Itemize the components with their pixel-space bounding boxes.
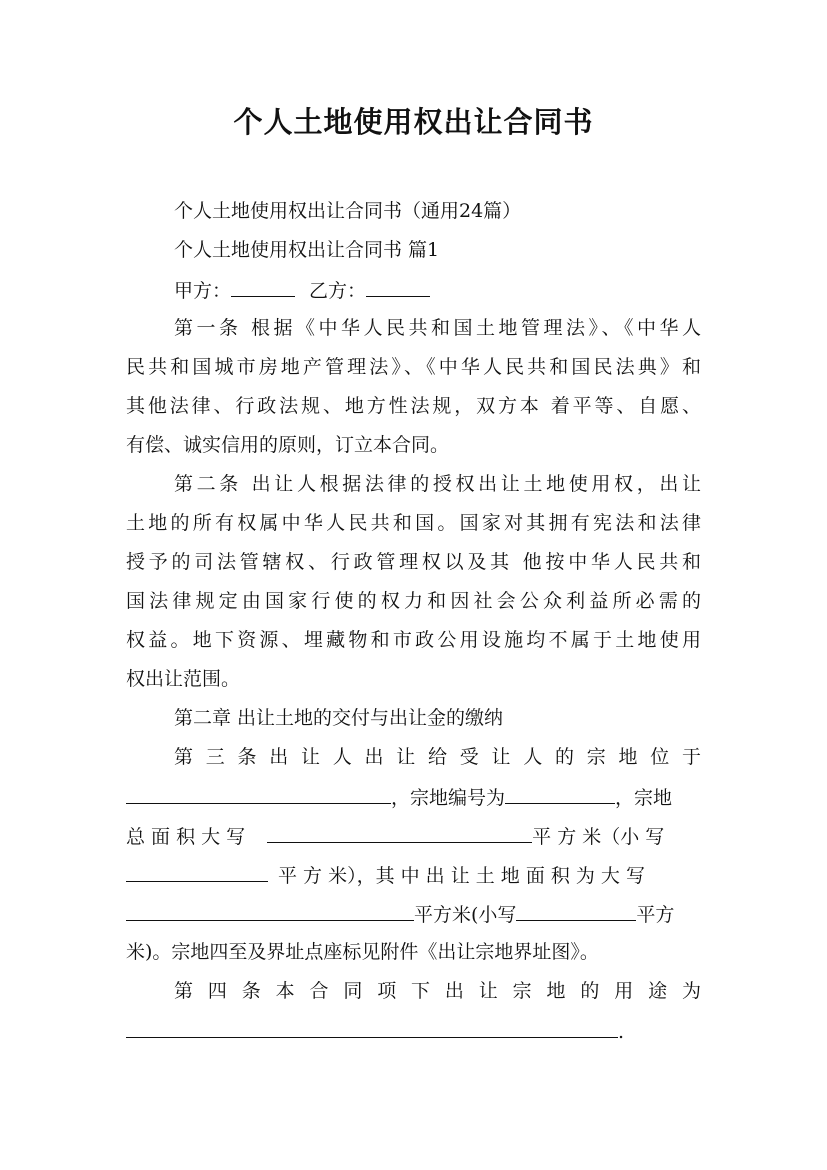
party-b-label: 乙方： bbox=[309, 280, 367, 302]
article1-line: 民共和国城市房地产管理法》、《中华人民共和国民法典》和 bbox=[126, 356, 701, 378]
article3-line: 米)。宗地四至及界址点座标见附件《出让宗地界址图》。 bbox=[126, 941, 599, 963]
article1-line: 有偿、诚实信用的原则，订立本合同。 bbox=[126, 434, 450, 456]
article3-line: 总 面 积 大 写 平 方 米（小 写 bbox=[126, 820, 664, 850]
article3-line: 平方米(小写 平方 bbox=[126, 898, 674, 928]
parcel-number-blank bbox=[505, 781, 615, 804]
intro-line: 个人土地使用权出让合同书 篇1 bbox=[174, 239, 440, 261]
party-b-blank bbox=[366, 274, 430, 297]
article2-line: 权益。地下资源、埋藏物和市政公用设施均不属于土地使用 bbox=[126, 629, 701, 651]
location-blank bbox=[126, 781, 391, 804]
party-a-blank bbox=[231, 274, 295, 297]
article2-line: 第二条 出让人根据法律的授权出让土地使用权，出让 bbox=[174, 473, 701, 495]
article1-line: 第一条 根据《中华人民共和国土地管理法》、《中华人 bbox=[174, 317, 701, 339]
article4-line: . bbox=[126, 1015, 624, 1045]
article2-line: 土地的所有权属中华人民共和国。国家对其拥有宪法和法律 bbox=[126, 512, 701, 534]
chapter-heading: 第二章 出让土地的交付与出让金的缴纳 bbox=[174, 707, 504, 729]
total-area-figures-blank bbox=[126, 859, 268, 882]
article3-line: 平 方 米），其 中 出 让 土 地 面 积 为 大 写 bbox=[126, 859, 645, 889]
article1-line: 其他法律、行政法规、地方性法规，双方本 着平等、自愿、 bbox=[126, 395, 701, 417]
article2-line: 国法律规定由国家行使的权力和因社会公众利益所必需的 bbox=[126, 590, 701, 612]
transfer-area-figures-blank bbox=[516, 898, 636, 921]
land-use-blank bbox=[126, 1015, 618, 1038]
article2-line: 授予的司法管辖权、行政管理权以及其 他按中华人民共和 bbox=[126, 551, 701, 573]
intro-line: 个人土地使用权出让合同书（通用24篇） bbox=[174, 200, 522, 222]
party-a-label: 甲方： bbox=[174, 280, 232, 302]
article4-line: 第 四 条 本 合 同 项 下 出 让 宗 地 的 用 途 为 bbox=[174, 980, 701, 1002]
parties-line bbox=[174, 274, 430, 304]
article3-line: ，宗地编号为 ，宗地 bbox=[126, 781, 672, 811]
article3-line: 第 三 条 出 让 人 出 让 给 受 让 人 的 宗 地 位 于 bbox=[174, 746, 701, 768]
article2-line: 权出让范围。 bbox=[126, 668, 241, 690]
document-title: 个人土地使用权出让合同书 bbox=[233, 105, 594, 139]
transfer-area-words-blank bbox=[126, 898, 414, 921]
total-area-words-blank bbox=[267, 820, 532, 843]
